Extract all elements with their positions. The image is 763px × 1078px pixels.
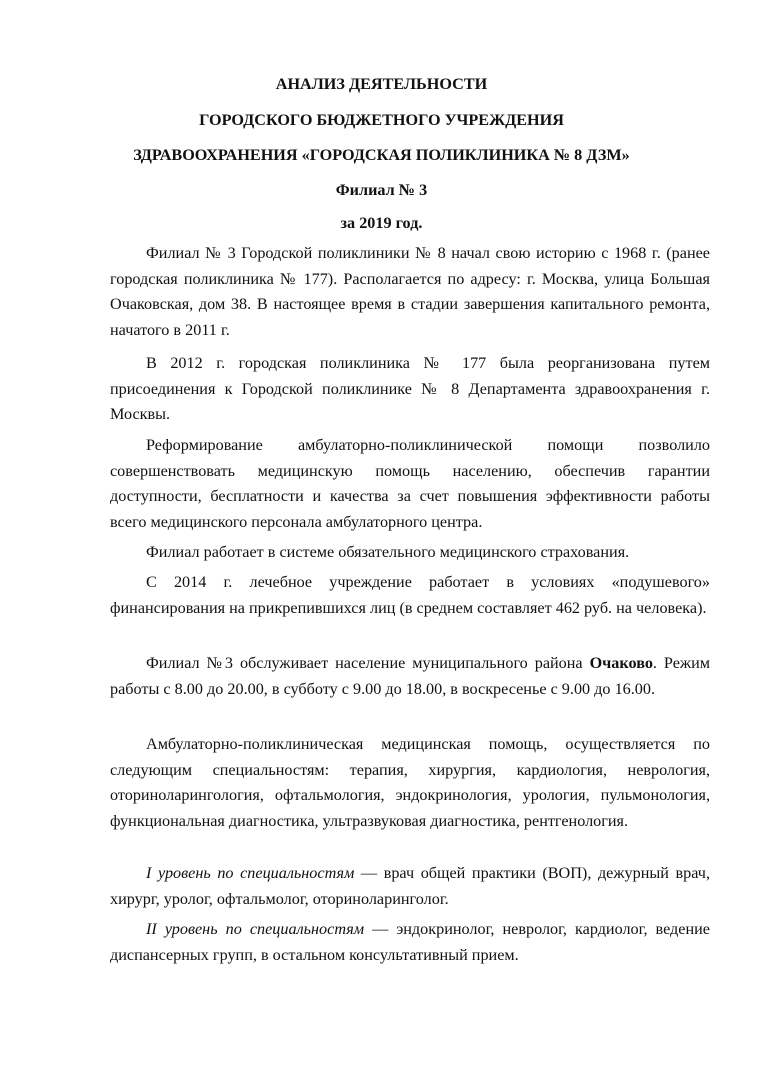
level-two-text: — эндокринолог, невролог, кардиолог, ведение диспансерных групп, в остальном консультативный прием. xyxy=(110,920,710,964)
paragraph-level-two xyxy=(110,917,710,968)
paragraph-reorganization: В 2012 г. городская поликлиника № 177 была реорганизована путем присоединения к Городской поликлинике № 8 Департамента здравоохранения г. Москвы. xyxy=(110,354,710,423)
heading-line-1: АНАЛИЗ ДЕЯТЕЛЬНОСТИ xyxy=(275,75,488,93)
paragraph-history: Филиал № 3 Городской поликлиники № 8 начал свою историю с 1968 г. (ранее городская поликлиника № 177). Располагается по адресу: г. Москва, улица Большая Очаковская, дом 38. В настоящее время в стадии завершения капитального ремонта, начатого в 2011 г. xyxy=(110,244,710,339)
level-two-label: II уровень по специальностям xyxy=(146,920,365,938)
paragraph-service-area-text-2: . Режим работы с 8.00 до 20.00, в субботу с 9.00 до 18.00, в воскресенье с 9.00 до 16.00. xyxy=(110,654,710,698)
heading-branch: Филиал № 3 xyxy=(335,181,428,199)
paragraph-specialties: Амбулаторно-поликлиническая медицинская помощь, осуществляется по следующим специальностям: терапия, хирургия, кардиология, неврология, оториноларингология, офтальмология, эндокринология, урология, пульмонология, функциональная диагностика, ультразвуковая диагностика, рентгенология. xyxy=(110,735,710,830)
paragraph-service-area xyxy=(110,651,710,702)
paragraph-insurance: Филиал работает в системе обязательного медицинского страхования. xyxy=(146,543,630,561)
paragraph-service-area-text-1: Филиал №3 обслуживает население муниципального района xyxy=(146,654,590,672)
paragraph-reform: Реформирование амбулаторно-поликлинической помощи позволило совершенствовать медицинскую помощь населению, обеспечив гарантии доступности, бесплатности и качества за счет повышения эффективности работы всего медицинского персонала амбулаторного центра. xyxy=(110,436,710,531)
paragraph-financing: С 2014 г. лечебное учреждение работает в условиях «подушевого» финансирования на прикрепившихся лиц (в среднем составляет 462 руб. на человека). xyxy=(110,573,710,617)
level-one-text: — врач общей практики (ВОП), дежурный врач, хирург, уролог, офтальмолог, оториноларинголог. xyxy=(110,864,710,908)
heading-line-2: ГОРОДСКОГО БЮДЖЕТНОГО УЧРЕЖДЕНИЯ xyxy=(199,111,564,129)
heading-year: за 2019 год. xyxy=(340,214,423,232)
district-name: Очаково xyxy=(589,654,653,672)
heading-line-3: ЗДРАВООХРАНЕНИЯ «ГОРОДСКАЯ ПОЛИКЛИНИКА № 8 ДЗМ» xyxy=(133,146,630,164)
level-one-label: I уровень по специальностям xyxy=(146,864,355,882)
paragraph-level-one xyxy=(110,861,710,912)
